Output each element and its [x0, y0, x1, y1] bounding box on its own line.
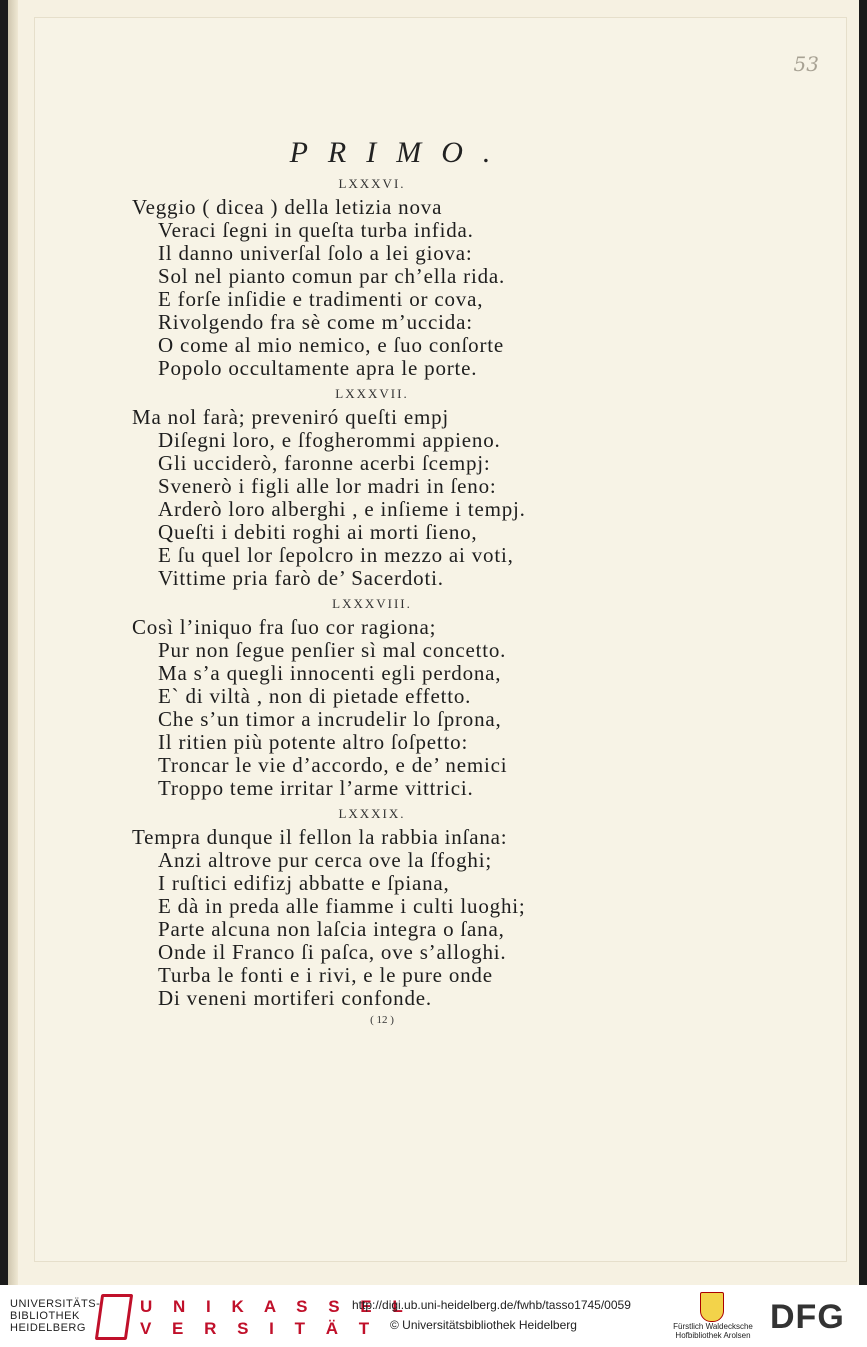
ub-logo-line: BIBLIOTHEK	[10, 1310, 80, 1322]
verse-line: Veggio ( dicea ) della letizia nova	[132, 195, 443, 219]
arolsen-logo-text[interactable]	[670, 1322, 756, 1340]
stanza	[132, 596, 692, 800]
stanza-number: LXXXVII.	[335, 386, 409, 401]
verse-line: E` di viltà , non di pietade effetto.	[158, 684, 472, 708]
verse-line: Arderò loro alberghi , e inſieme i tempj.	[158, 497, 526, 521]
ub-logo-line: UNIVERSITÄTS-	[10, 1298, 101, 1310]
verse-line: E forſe inſidie e tradimenti or cova,	[158, 287, 484, 311]
running-header: PRIMO.	[289, 136, 511, 169]
verse-line: Vittime pria farò de’ Sacerdoti.	[158, 566, 444, 590]
stanza	[132, 176, 692, 380]
copyright-notice: © Universitätsbibliothek Heidelberg	[390, 1318, 577, 1332]
dfg-logo[interactable]: DFG	[770, 1298, 845, 1336]
folio-number: 53	[793, 52, 819, 76]
verse-line: Popolo occultamente apra le porte.	[158, 356, 478, 380]
verse-line: Parte alcuna non laſcia integra o ſana,	[158, 917, 505, 941]
verse-line: Pur non ſegue penſier sì mal concetto.	[158, 638, 507, 662]
kassel-line: U N I K A S S E L	[140, 1297, 411, 1316]
stanza	[132, 806, 692, 1010]
verse-line: Così l’iniquo fra ſuo cor ragiona;	[132, 615, 437, 639]
verse-line: Diſegni loro, e ſfogherommi appieno.	[158, 428, 501, 452]
verse-line: Il ritien più potente altro ſoſpetto:	[158, 730, 469, 754]
stanza	[132, 386, 692, 590]
verse-line: Ma s’a quegli innocenti egli perdona,	[158, 661, 502, 685]
page-gutter	[8, 0, 18, 1285]
verse-line: E dà in preda alle fiamme i culti luoghi;	[158, 894, 526, 918]
stanza-number: LXXXVI.	[338, 176, 406, 191]
verse-line: Queſti i debiti roghi ai morti ſieno,	[158, 520, 478, 544]
verse-line: O come al mio nemico, e ſuo conſorte	[158, 333, 505, 357]
stanza-number: LXXXVIII.	[332, 596, 412, 611]
coat-of-arms-icon	[700, 1292, 724, 1322]
verse-line: Veraci ſegni in queſta turba infida.	[158, 218, 474, 242]
verse-line: Onde il Franco ſi paſca, ove s’alloghi.	[158, 940, 507, 964]
verse-line: Ma nol farà; preveniró queſti empj	[132, 405, 450, 429]
page-number: ( 12 )	[370, 1014, 394, 1026]
arolsen-line: Fürstlich Waldecksche	[673, 1322, 753, 1331]
verse-line: Anzi altrove pur cerca ove la ſfoghi;	[158, 848, 492, 872]
verse-line: Gli ucciderò, faronne acerbi ſcempj:	[158, 451, 491, 475]
ub-logo-line: HEIDELBERG	[10, 1322, 86, 1334]
poem-text	[132, 170, 692, 1026]
verse-line: Rivolgendo fra sè come m’uccida:	[158, 310, 473, 334]
verse-line: E ſu quel lor ſepolcro in mezzo ai voti,	[158, 543, 514, 567]
verse-line: Turba le fonti e i rivi, e le pure onde	[158, 963, 493, 987]
verse-line: Di veneni mortiferi confonde.	[158, 986, 432, 1010]
verse-line: Che s’un timor a incrudelir lo ſprona,	[158, 707, 502, 731]
verse-line: Tempra dunque il fellon la rabbia inſana:	[132, 825, 508, 849]
permalink-url[interactable]: http://digi.ub.uni-heidelberg.de/fwhb/tasso1745/0059	[352, 1298, 631, 1312]
verse-line: Troncar le vie d’accordo, e de’ nemici	[158, 753, 508, 777]
verse-line: I ruſtici edifizj abbatte e ſpiana,	[158, 871, 450, 895]
arolsen-line: Hofbibliothek Arolsen	[675, 1331, 751, 1340]
verse-line: Troppo teme irritar l’arme vittrici.	[158, 776, 474, 800]
stanza-number: LXXXIX.	[338, 806, 406, 821]
verse-line: Il danno univerſal ſolo a lei giova:	[158, 241, 473, 265]
ub-heidelberg-logo[interactable]	[10, 1298, 100, 1334]
verse-line: Svenerò i figli alle lor madri in ſeno:	[158, 474, 497, 498]
kassel-line: V E R S I T Ä T	[140, 1319, 378, 1338]
kassel-logo-icon	[95, 1294, 133, 1340]
verse-line: Sol nel pianto comun par ch’ella rida.	[158, 264, 506, 288]
